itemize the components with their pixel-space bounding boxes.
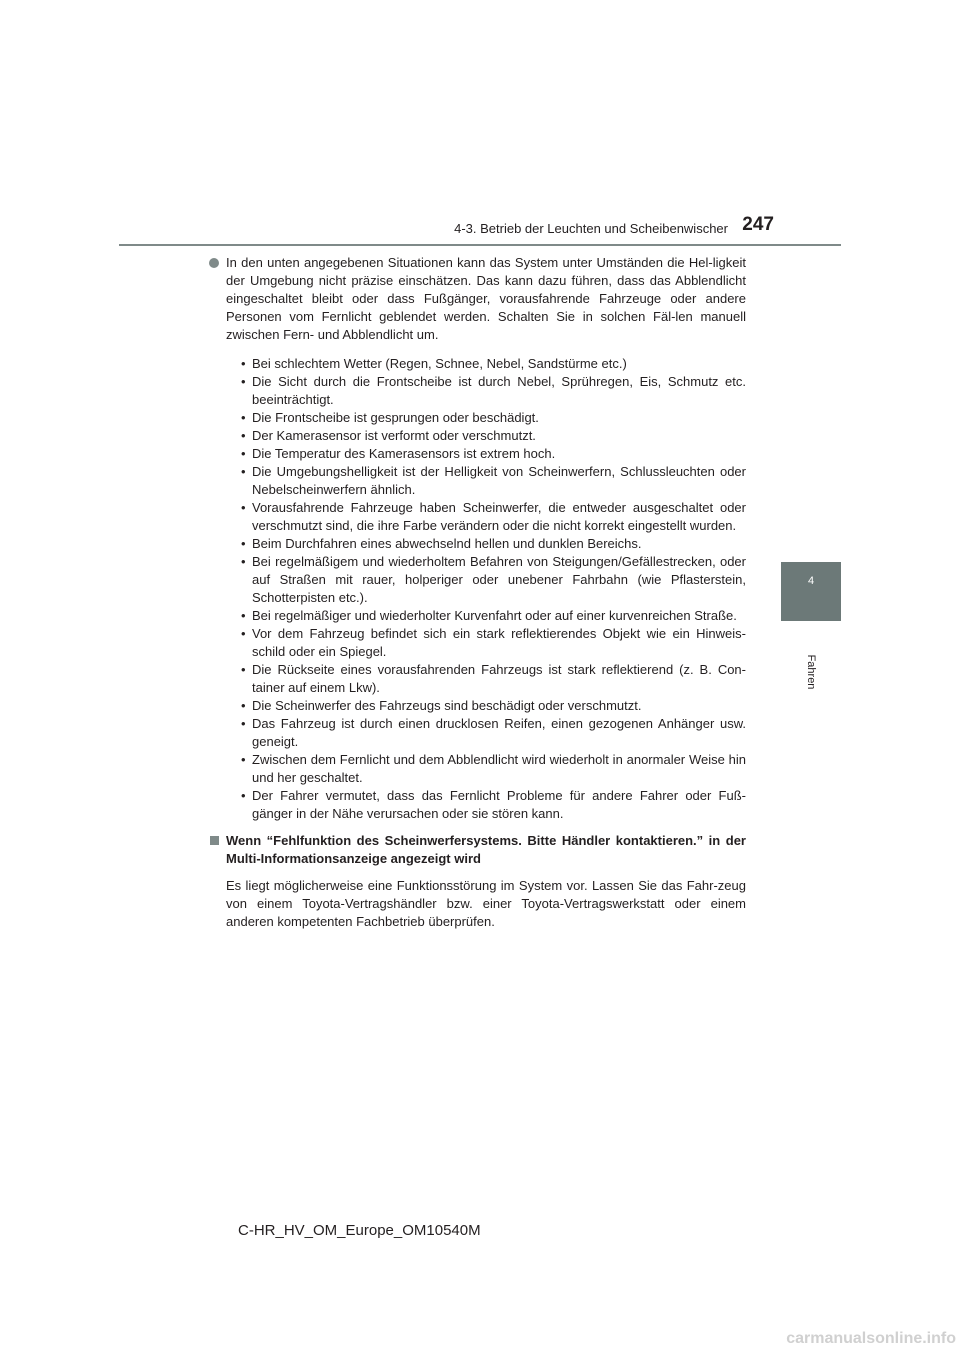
list-item: • Die Scheinwerfer des Fahrzeugs sind beschädigt oder verschmutzt. xyxy=(241,697,746,715)
list-item: • Die Frontscheibe ist gesprungen oder beschädigt. xyxy=(241,409,746,427)
section-title: 4-3. Betrieb der Leuchten und Scheibenwischer xyxy=(454,221,728,236)
watermark: carmanualsonline.info xyxy=(786,1330,956,1347)
list-item: • Die Umgebungshelligkeit ist der Helligkeit von Scheinwerfern, Schlussleuchten oder Nebelscheinwerfern ähnlich. xyxy=(241,463,746,499)
list-item: • Die Sicht durch die Frontscheibe ist durch Nebel, Sprühregen, Eis, Schmutz etc. beeinträchtigt. xyxy=(241,373,746,409)
intro-bullet xyxy=(222,254,746,344)
list-item: • Beim Durchfahren eines abwechselnd hellen und dunklen Bereichs. xyxy=(241,535,746,553)
chapter-label xyxy=(798,648,824,696)
list-item: • Zwischen dem Fernlicht und dem Abblendlicht wird wiederholt in anormaler Weise hin und her geschaltet. xyxy=(241,751,746,787)
circle-bullet-icon xyxy=(209,258,219,268)
main-content xyxy=(222,254,746,931)
section-heading xyxy=(222,832,746,868)
list-item: • Bei regelmäßigem und wiederholtem Befahren von Steigungen/Gefällestrecken, oder auf Straßen mit rauer, holperiger oder unebener Fahrbahn (wie Pflasterstein, Schotterpisten etc.). xyxy=(241,553,746,607)
situation-list xyxy=(222,355,746,823)
section-heading-text: Wenn “Fehlfunktion des Scheinwerfersystems. Bitte Händler kontaktieren.” in der Multi-Informationsanzeige angezeigt wird xyxy=(226,833,746,866)
document-code: C-HR_HV_OM_Europe_OM10540M xyxy=(238,1222,481,1239)
intro-bullet-text: In den unten angegebenen Situationen kann das System unter Umständen die Hel-ligkeit der Umgebung nicht präzise einschätzen. Das kann dazu führen, dass das Abblendlicht eingeschaltet bleibt oder dass Fußgänger, vorausfahrende Fahrzeuge oder andere Personen vom Fernlicht geblendet werden. Schalten Sie in solchen Fäl-len manuell zwischen Fern- und Abblendlicht um. xyxy=(226,255,746,342)
list-item: • Die Temperatur des Kamerasensors ist extrem hoch. xyxy=(241,445,746,463)
list-item: • Bei regelmäßiger und wiederholter Kurvenfahrt oder auf einer kurvenreichen Straße. xyxy=(241,607,746,625)
list-item: • Der Kamerasensor ist verformt oder verschmutzt. xyxy=(241,427,746,445)
list-item: • Die Rückseite eines vorausfahrenden Fahrzeugs ist stark reflektierend (z. B. Con-tainer auf einem Lkw). xyxy=(241,661,746,697)
square-bullet-icon xyxy=(210,836,219,845)
list-item: • Bei schlechtem Wetter (Regen, Schnee, Nebel, Sandstürme etc.) xyxy=(241,355,746,373)
list-item: • Vorausfahrende Fahrzeuge haben Scheinwerfer, die entweder ausgeschaltet oder verschmutzt sind, die ihre Farbe verändern oder die nicht korrekt eingestellt wurden. xyxy=(241,499,746,535)
section-body: Es liegt möglicherweise eine Funktionsstörung im System vor. Lassen Sie das Fahr-zeug von einem Toyota-Vertragshändler bzw. einer Toyota-Vertragswerkstatt oder einem anderen kompetenten Fachbetrieb überprüfen. xyxy=(226,878,746,929)
list-item: • Das Fahrzeug ist durch einen drucklosen Reifen, einen gezogenen Anhänger usw. geneigt. xyxy=(241,715,746,751)
list-item: • Der Fahrer vermutet, dass das Fernlicht Probleme für andere Fahrer oder Fuß-gänger in der Nähe verursachen oder sie stören kann. xyxy=(241,787,746,823)
list-item: • Vor dem Fahrzeug befindet sich ein stark reflektierendes Objekt wie ein Hinweis-schild oder ein Spiegel. xyxy=(241,625,746,661)
chapter-tab xyxy=(781,562,841,621)
chapter-label-text: Fahren xyxy=(805,654,817,690)
header-divider xyxy=(119,244,841,246)
page-number: 247 xyxy=(742,214,774,235)
chapter-number: 4 xyxy=(807,575,815,587)
